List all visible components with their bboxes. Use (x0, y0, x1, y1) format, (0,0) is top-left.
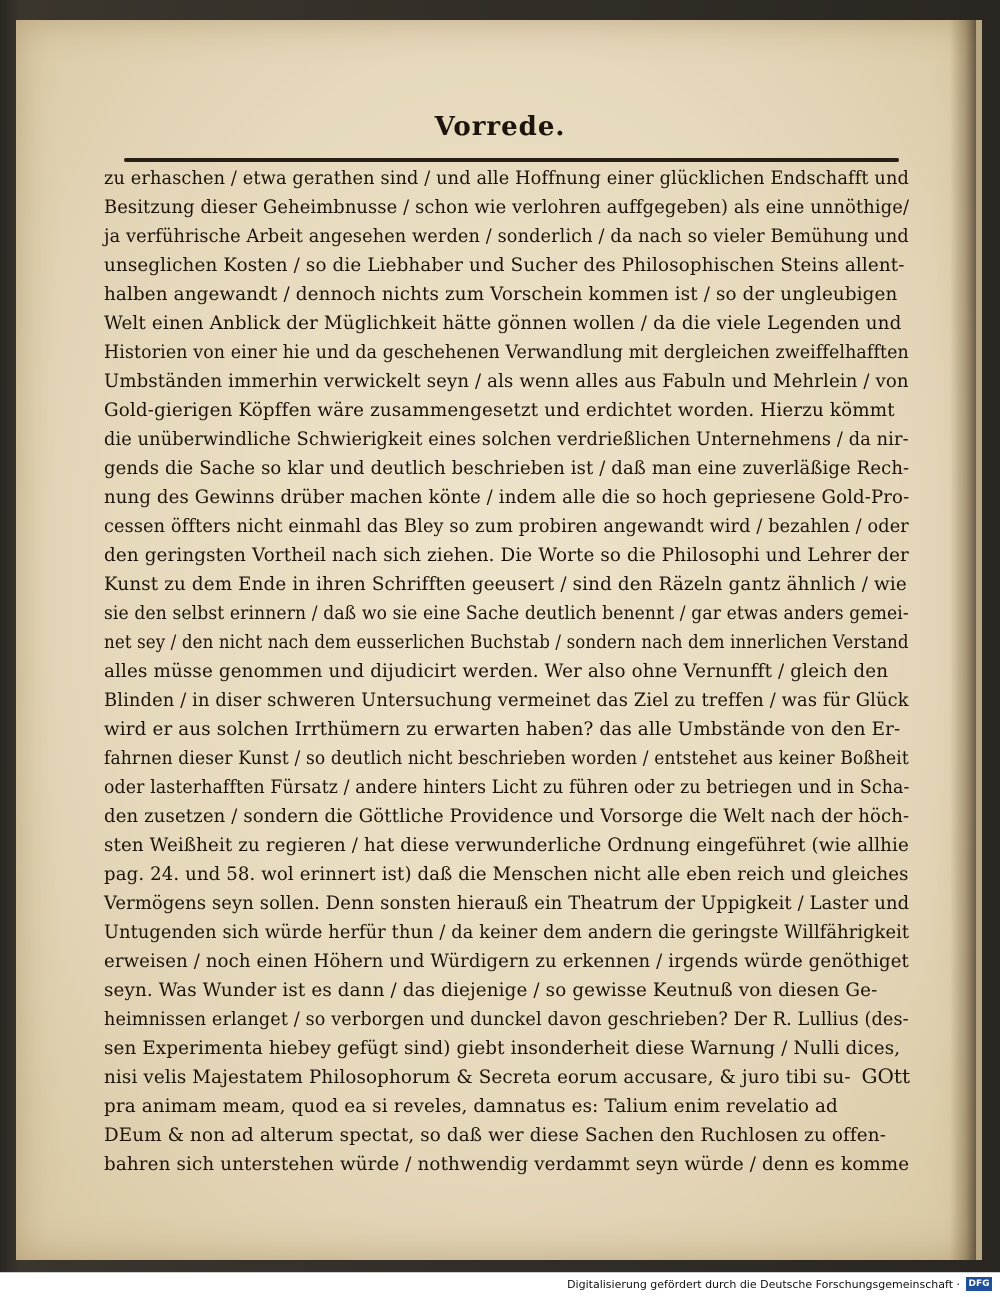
text-line: die unüberwindliche Schwierigkeit eines solchen verdrießlichen Unternehmens / da nir- (104, 429, 909, 450)
text-line: heimnissen erlanget / so verborgen und dunckel davon geschrieben? Der R. Lullius (des- (104, 1009, 909, 1030)
text-line: alles müsse genommen und dijudicirt werden. Wer also ohne Vernunfft / gleich den (104, 661, 889, 682)
text-line: sie den selbst erinnern / daß wo sie eine Sache deutlich benennt / gar etwas anders gemei- (104, 603, 909, 624)
text-line: sten Weißheit zu regieren / hat diese verwunderliche Ordnung eingeführet (wie allhie (104, 835, 909, 856)
text-line: unseglichen Kosten / so die Liebhaber und Sucher des Philosophischen Steins allent- (104, 255, 905, 276)
dfg-logo: DFG (966, 1277, 992, 1291)
text-line: ja verführische Arbeit angesehen werden / sonderlich / da nach so vieler Bemühung und (104, 226, 909, 247)
text-line: Untugenden sich würde herfür thun / da keiner dem andern die geringste Willfährigkeit (104, 922, 910, 943)
header-rule (124, 158, 899, 162)
text-line: seyn. Was Wunder ist es dann / das diejenige / so gewisse Keutnuß von diesen Ge- (104, 980, 878, 1001)
text-line: DEum & non ad alterum spectat, so daß wer diese Sachen den Ruchlosen zu offen- (104, 1125, 887, 1146)
text-line: erweisen / noch einen Höhern und Würdigern zu erkennen / irgends würde genöthiget (104, 951, 909, 972)
text-line: halben angewandt / dennoch nichts zum Vorschein kommen ist / so der ungleubigen (104, 284, 898, 305)
text-line: zu erhaschen / etwa gerathen sind / und alle Hoffnung einer glücklichen Endschafft und (104, 168, 909, 189)
text-line: bahren sich unterstehen würde / nothwendig verdammt seyn würde / denn es komme (104, 1154, 910, 1175)
text-line: Historien von einer hie und da geschehenen Verwandlung mit dergleichen zweiffelhafften (104, 342, 909, 363)
text-line: pag. 24. und 58. wol erinnert ist) daß die Menschen nicht alle eben reich und gleiches (104, 864, 909, 885)
text-line: Welt einen Anblick der Müglichkeit hätte gönnen wollen / da die viele Legenden und (104, 313, 902, 334)
text-line: sen Experimenta hiebey gefügt sind) giebt insonderheit diese Warnung / Nulli dices, (104, 1038, 901, 1059)
text-line: Gold-gierigen Köpffen wäre zusammengesetzt und erdichtet worden. Hierzu kömmt (104, 400, 895, 421)
text-line: den geringsten Vortheil nach sich ziehen. Die Worte so die Philosophi und Lehrer der (104, 545, 909, 566)
text-line: Umbständen immerhin verwickelt seyn / als wenn alles aus Fabuln und Mehrlein / von (104, 371, 909, 392)
text-line: Blinden / in diser schweren Untersuchung vermeinet das Ziel zu treffen / was für Glück (104, 690, 909, 711)
footer-bar (0, 1272, 1000, 1297)
text-line: fahrnen dieser Kunst / so deutlich nicht beschrieben worden / entstehet aus keiner Boßheit (104, 748, 909, 769)
catchword: GOtt (861, 1064, 910, 1088)
page-gutter-shadow (950, 20, 976, 1260)
text-line: oder lasterhafften Fürsatz / andere hinters Licht zu führen oder zu betriegen und in Scha- (104, 777, 910, 798)
body-text (104, 164, 914, 1179)
running-header: Vorrede. (434, 112, 566, 142)
text-line: Vermögens seyn sollen. Denn sonsten hierauß ein Theatrum der Uppigkeit / Laster und (104, 893, 910, 914)
text-line: gends die Sache so klar und deutlich beschrieben ist / daß man eine zuverläßige Rech- (104, 458, 910, 479)
funding-credit: Digitalisierung gefördert durch die Deutsche Forschungsgemeinschaft · (567, 1278, 960, 1291)
text-line: wird er aus solchen Irrthümern zu erwarten haben? das alle Umbstände von den Er- (104, 719, 901, 740)
text-line: den zusetzen / sondern die Göttliche Providence und Vorsorge die Welt nach der höch- (104, 806, 910, 827)
text-line: nung des Gewinns drüber machen könte / indem alle die so hoch gepriesene Gold-Pro- (104, 487, 910, 508)
text-line: net sey / den nicht nach dem eusserlichen Buchstab / sondern nach dem innerlichen Verstand (104, 632, 909, 653)
text-line: nisi velis Majestatem Philosophorum & Secreta eorum accusare, & juro tibi su- (104, 1067, 851, 1088)
text-line: cessen öffters nicht einmahl das Bley so zum probiren angewandt wird / bezahlen / oder (104, 516, 909, 537)
text-line: pra animam meam, quod ea si reveles, damnatus es: Talium enim revelatio ad (104, 1096, 838, 1117)
text-line: Kunst zu dem Ende in ihren Schrifften geeusert / sind den Räzeln gantz ähnlich / wie (104, 574, 907, 595)
text-line: Besitzung dieser Geheimbnusse / schon wie verlohren auffgegeben) als eine unnöthige/ (104, 197, 910, 218)
